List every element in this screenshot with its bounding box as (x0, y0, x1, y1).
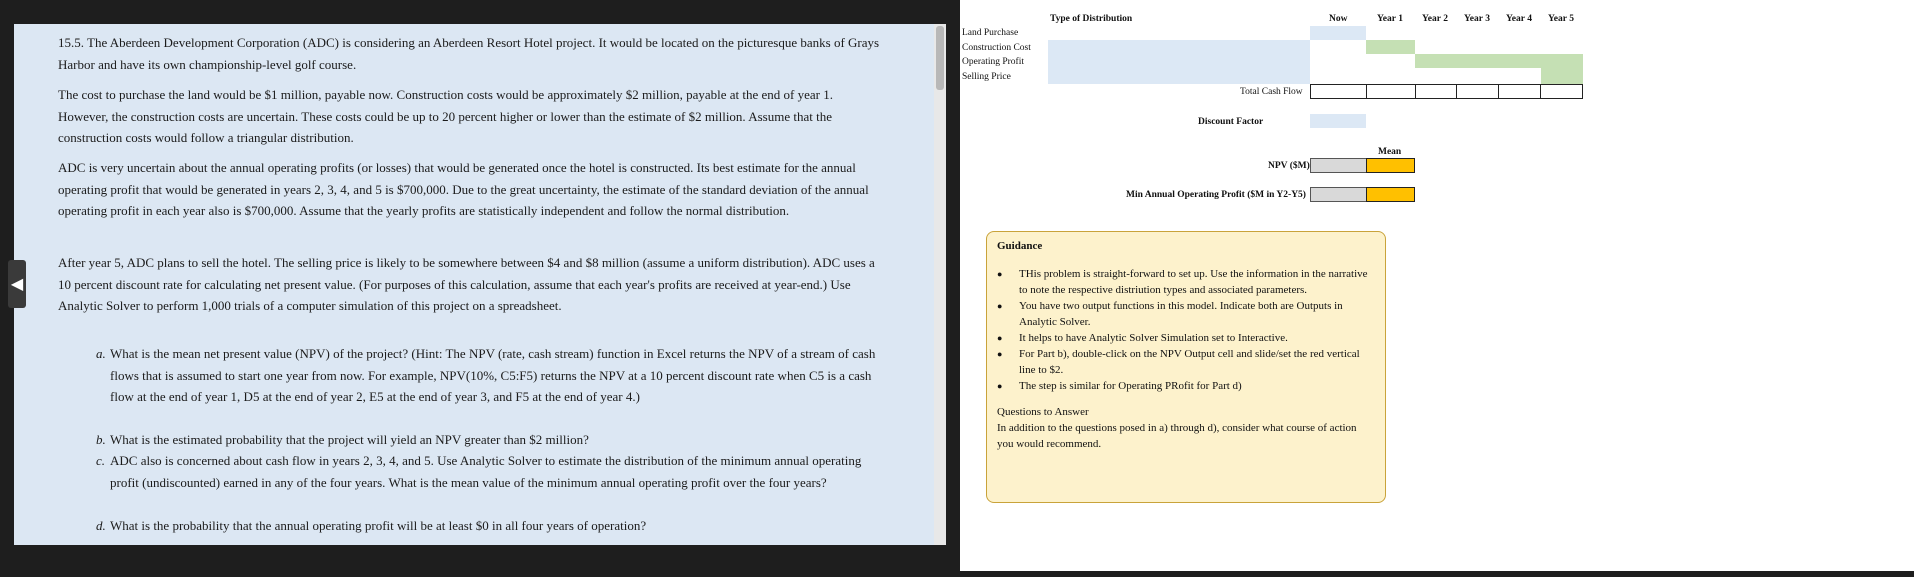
col-header-year4: Year 4 (1506, 14, 1532, 24)
cell-land-purchase-now[interactable] (1310, 26, 1366, 40)
row-label-operating-profit: Operating Profit (962, 57, 1025, 67)
bottom-bar (0, 545, 958, 577)
guidance-bullet: ● It helps to have Analytic Solver Simulation set to Interactive. (997, 332, 1288, 344)
cell-construction-cost-year1[interactable] (1366, 40, 1415, 54)
cell-min-profit-output[interactable] (1310, 187, 1367, 202)
question-text: ADC also is concerned about cash flow in years 2, 3, 4, and 5. Use Analytic Solver to estimate the distribution of the minimum annual operating profit (undiscounted) earned in any of the four years. What is the mean value of the minimum annual operating profit over the four years? (110, 453, 862, 490)
top-bar (0, 0, 958, 24)
cell-total-cash-flow[interactable] (1310, 84, 1367, 99)
question-text: What is the mean net present value (NPV) of the project? (Hint: The NPV (rate, cash stream) function in Excel returns the NPV of a stream of cash flows that is assumed to start one year from now. For example, NPV(10%, C5:F5) returns the NPV at a 10 percent discount rate when C5 is a cash flow at the end of year 1, D5 at the end of year 2, E5 at the end of year 3, and F5 at the end of year 4.) (110, 346, 876, 404)
cell-total-cash-flow[interactable] (1498, 84, 1541, 99)
question-letter: b. (96, 432, 106, 447)
guidance-box (986, 231, 1386, 503)
col-header-now: Now (1329, 14, 1348, 24)
bullet-icon: ● (997, 349, 1003, 359)
npv-label: NPV ($M) (1268, 161, 1310, 171)
question-a (96, 343, 890, 408)
problem-costs: The cost to purchase the land would be $1 million, payable now. Construction costs would be approximately $2 million, payable at the end of year 1. However, the construction costs are uncertain. These costs could be up to 20 percent higher or lower than the estimate of $2 million. Assume that the construction costs would follow a triangular distribution. (58, 87, 834, 145)
question-letter: a. (96, 346, 106, 361)
question-text: What is the estimated probability that the project will yield an NPV greater than $2 million? (110, 432, 589, 447)
scrollbar-thumb[interactable] (936, 26, 944, 90)
problem-sale: After year 5, ADC plans to sell the hotel. The selling price is likely to be somewhere between $4 and $8 million (assume a uniform distribution). ADC uses a 10 percent discount rate for calculating net present value. (For purposes of this calculation, assume that each year's profits are received at year-end.) Use Analytic Solver to perform 1,000 trials of a computer simulation of this project on a spreadsheet. (58, 255, 875, 313)
col-header-year3: Year 3 (1464, 14, 1490, 24)
min-profit-label: Min Annual Operating Profit ($M in Y2-Y5) (1126, 190, 1306, 200)
type-of-distribution-header: Type of Distribution (1050, 14, 1133, 24)
questions-to-answer-text: In addition to the questions posed in a) through d), consider what course of action you would recommend. (997, 422, 1357, 450)
mean-header: Mean (1378, 147, 1402, 157)
questions-to-answer-title: Questions to Answer (997, 406, 1089, 418)
question-letter: c. (96, 453, 106, 468)
chevron-left-icon: ◀ (10, 274, 24, 293)
cell-npv-output[interactable] (1310, 158, 1367, 173)
spreadsheet-bottom-bar (960, 571, 1914, 577)
cell-total-cash-flow[interactable] (1415, 84, 1457, 99)
guidance-bullet: ● The step is similar for Operating PRofit for Part d) (997, 380, 1242, 392)
question-d (96, 515, 890, 537)
collapse-panel-button[interactable] (8, 260, 26, 308)
cell-npv-mean[interactable] (1366, 158, 1415, 173)
cell-discount-factor[interactable] (1310, 114, 1366, 128)
cell-total-cash-flow[interactable] (1456, 84, 1499, 99)
bullet-icon: ● (997, 381, 1003, 391)
bullet-icon: ● (997, 333, 1003, 343)
total-cash-flow-label: Total Cash Flow (1240, 87, 1303, 97)
question-letter: d. (96, 518, 106, 533)
cell-min-profit-mean[interactable] (1366, 187, 1415, 202)
row-label-land-purchase: Land Purchase (962, 28, 1019, 38)
row-label-selling-price: Selling Price (962, 72, 1011, 82)
cell-distribution-types[interactable] (1048, 40, 1310, 84)
bullet-icon: ● (997, 301, 1003, 311)
cell-total-cash-flow[interactable] (1366, 84, 1416, 99)
question-b (96, 429, 890, 451)
row-label-construction-cost: Construction Cost (962, 43, 1031, 53)
cell-total-cash-flow[interactable] (1540, 84, 1583, 99)
guidance-bullet: ● For Part b), double-click on the NPV Output cell and slide/set the red vertical line to $2. (997, 348, 1360, 376)
bullet-icon: ● (997, 269, 1003, 279)
problem-intro: 15.5. The Aberdeen Development Corporation (ADC) is considering an Aberdeen Resort Hotel project. It would be located on the picturesque banks of Grays Harbor and have its own championship-level golf course. (58, 35, 880, 72)
guidance-bullet: ● THis problem is straight-forward to set up. Use the information in the narrative to note the respective distriution types and associated parameters. (997, 268, 1368, 296)
col-header-year1: Year 1 (1377, 14, 1403, 24)
question-c (96, 450, 890, 493)
problem-profits: ADC is very uncertain about the annual operating profits (or losses) that would be generated once the hotel is constructed. Its best estimate for the annual operating profit that would be generated in years 2, 3, 4, and 5 is $700,000. Due to the great uncertainty, the estimate of the standard deviation of the annual operating profit in each year also is $700,000. Assume that the yearly profits are statistically independent and follow the normal distribution. (58, 160, 869, 218)
guidance-title: Guidance (997, 240, 1043, 252)
guidance-bullet: ● You have two output functions in this model. Indicate both are Outputs in Analytic Solver. (997, 300, 1343, 328)
cell-selling-price-year5[interactable] (1541, 68, 1583, 84)
discount-factor-label: Discount Factor (1198, 117, 1264, 127)
vertical-scrollbar[interactable] (934, 24, 946, 545)
question-text: What is the probability that the annual operating profit will be at least $0 in all four years of operation? (110, 518, 647, 533)
col-header-year5: Year 5 (1548, 14, 1574, 24)
cell-operating-profit-years[interactable] (1415, 54, 1583, 68)
guidance-list (987, 266, 1385, 394)
col-header-year2: Year 2 (1422, 14, 1448, 24)
